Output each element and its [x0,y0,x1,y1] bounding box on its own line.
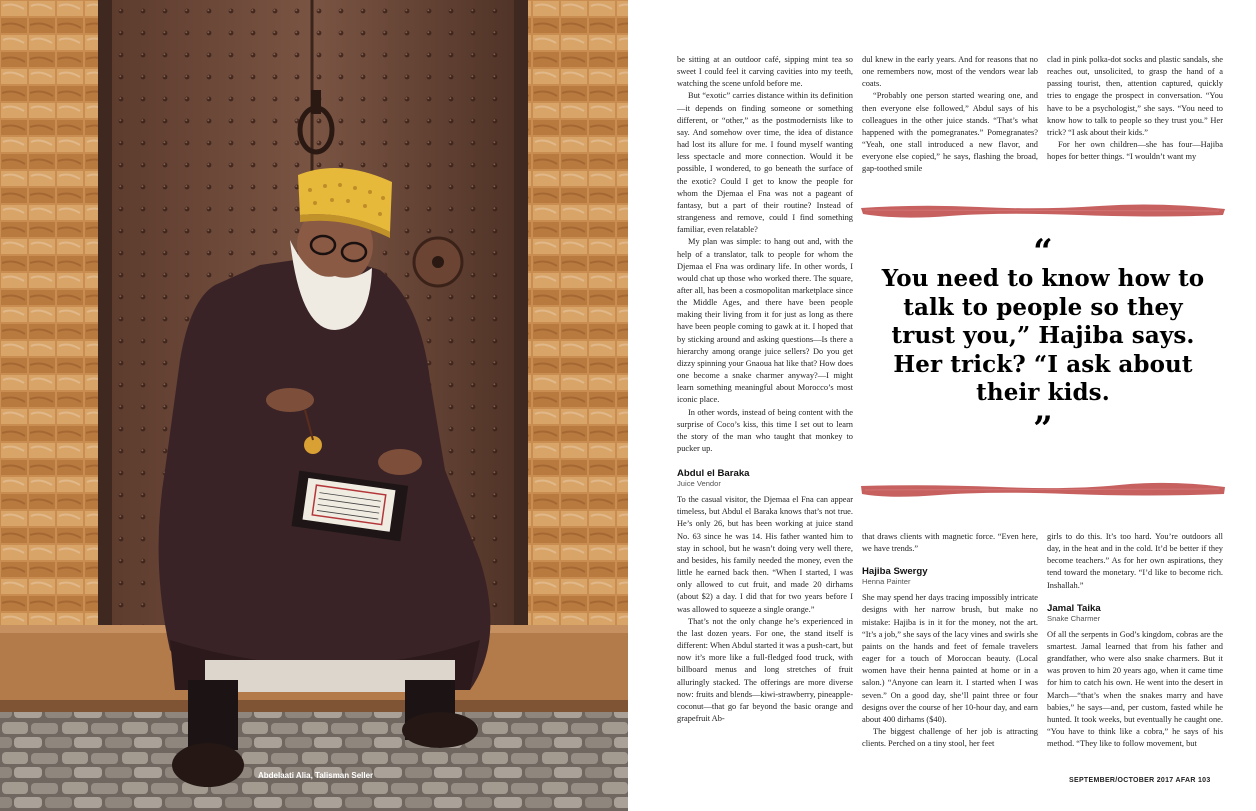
column-2-bottom [862,531,1038,750]
paragraph: dul knew in the early years. And for reasons that no one remembers now, most of the vendors wear lab coats. [862,55,1038,89]
brush-stroke-bottom [859,482,1227,498]
column-2-top [862,54,1038,176]
section-heading-abdul: Abdul el Baraka [677,468,750,480]
paragraph: She may spend her days tracing impossibly intricate designs with her narrow brush, but make no mistake: Hajiba is in it for the money, not the art. “It’s a job,” she says of the lacy vines and swirls she paints on the hands and feet of female travelers eager for a touch of Moroccan beauty. (Local women have their henna painted at home or in a salon.) “Anyone can learn it. I started when I was seven.” On a good day, she’ll paint three or four designs over the course of her 10-hour day, and earn about 400 dirhams ($40). [862,593,1038,724]
section-role-hajiba: Henna Painter [862,577,911,587]
paragraph: The biggest challenge of her job is attracting clients. Perched on a tiny stool, her feet [862,727,1038,749]
close-quote-mark: ” [1033,408,1053,449]
paragraph: To the casual visitor, the Djemaa el Fna can appear timeless, but Abdul el Baraka knows that’s not true. He’s only 26, but has been working at juice stand No. 63 since he was 14. His father wanted him to stay in school, but he wasn’t doing very well there, and besides, his family needed the money, even the little he earned back then. “When I started, I was only allowed to cut fruit, and made 20 dirhams (about $2) a day. I did that for two years before I was allowed to squeeze a single orange.” [677,495,853,614]
column-3-bottom [1047,531,1223,750]
paragraph: girls to do this. It’s too hard. You’re outdoors all day, in the heat and in the cold. It’d be better if they become teachers.” As for her own aspirations, they tend toward the monetary. “I’d like to become rich. Inshallah.” [1047,532,1223,590]
paragraph: But “exotic” carries distance within its definition—it depends on finding someone or something different, or “other,” as the postmodernists like to say. And somehow over time, the idea of distance had lost its allure for me. I found myself wanting less spectacle and more connection. Would it be possible, I wondered, to go beneath the surface of the exotic? Could I get to know the people for whom the Djemaa el Fna was not a pageant of fantasy, but a part of their routine? Instead of strangeness and remove, could I find something familiar, even relatable? [677,91,853,235]
brush-stroke-top [859,203,1227,219]
article-page [628,0,1256,811]
pull-quote [878,232,1208,449]
paragraph: My plan was simple: to hang out and, with the help of a translator, talk to people for whom the Djemaa el Fna was ordinary life. In other words, I would chat up those who worked there. The square, after all, has been a cosmopolitan marketplace since the Middle Ages, and there have been people making their living from it for just as long as there have been people coming to gawk at it. I hoped that by sticking around and asking questions—Is there a hierarchy among orange juice sellers? Do you get dizzy spinning your Gnaoua hat like that? How does one become a snake charmer anyway?—I might learn something meaningful about Morocco’s most iconic place. [677,237,853,405]
paragraph: clad in pink polka-dot socks and plastic sandals, she reaches out, unsolicited, to grasp the hand of a passing tourist, then, attention captured, quickly tries to engage the prospect in conversation. “You have to be a psychologist,” she says. “You need to know how to talk to people so they trust you.” Her trick? “I ask about their kids.” [1047,55,1223,137]
photo-caption: Abdelaati Alia, Talisman Seller [258,771,374,780]
paragraph: In other words, instead of being content with the surprise of Coco’s kiss, this time I set out to learn the story of the man who taught that monkey to pucker up. [677,407,853,453]
open-quote-mark: “ [1033,232,1053,272]
paragraph: that draws clients with magnetic force. “Even here, we have trends.” [862,532,1038,554]
section-heading-jamal: Jamal Taika [1047,602,1101,614]
paragraph: be sitting at an outdoor café, sipping mint tea so sweet I could feel it carving cavities into my teeth, watching the scene unfold before me. [677,55,853,89]
paragraph: For her own children—she has four—Hajiba hopes for better things. “I wouldn’t want my [1047,140,1223,162]
section-heading-hajiba: Hajiba Swergy [862,566,928,578]
paragraph: That’s not the only change he’s experienced in the last dozen years. For one, the stand itself is different: When Abdul started it was a push-cart, but now it’s more like a full-fledged food truck, with billboard menus and long stretches of fruit alluringly stacked. The offerings are more diverse now: fruits and blends—kiwi-strawberry, pineapple-coconut—that go far beyond the basic orange and grapefruit Ab- [677,616,853,723]
section-role-abdul: Juice Vendor [677,479,721,489]
column-1 [677,54,853,725]
page-folio: SEPTEMBER/OCTOBER 2017 AFAR 103 [1069,777,1211,784]
paragraph: Of all the serpents in God’s kingdom, cobras are the smartest. Jamal learned that from his father and grandfather, who were also snake charmers. But it was proven to him 20 years ago, when it came time for him to catch his own. He went into the desert in March—“that’s when the snakes marry and have babies,” he says—and, per custom, fasted while he hunted. It took weeks, but eventually he caught one. “You have to think like a cobra,” he says of his method. “They like to follow movement, but [1047,629,1223,749]
column-3-top [1047,54,1223,163]
section-role-jamal: Snake Charmer [1047,613,1101,623]
paragraph: “Probably one person started wearing one, and then everyone else followed,” Abdul says of his colleagues in the other juice stands. “That’s what happened with the pomegranates.” Pomegranates? “Yeah, one stall introduced a new flavor, and everyone else copied,” he says, flashing the broad, gap-toothed smile [862,91,1038,174]
pull-quote-text: You need to know how to talk to people so they trust you,” Hajiba says. Her trick? “I ask about their kids. [881,265,1205,406]
